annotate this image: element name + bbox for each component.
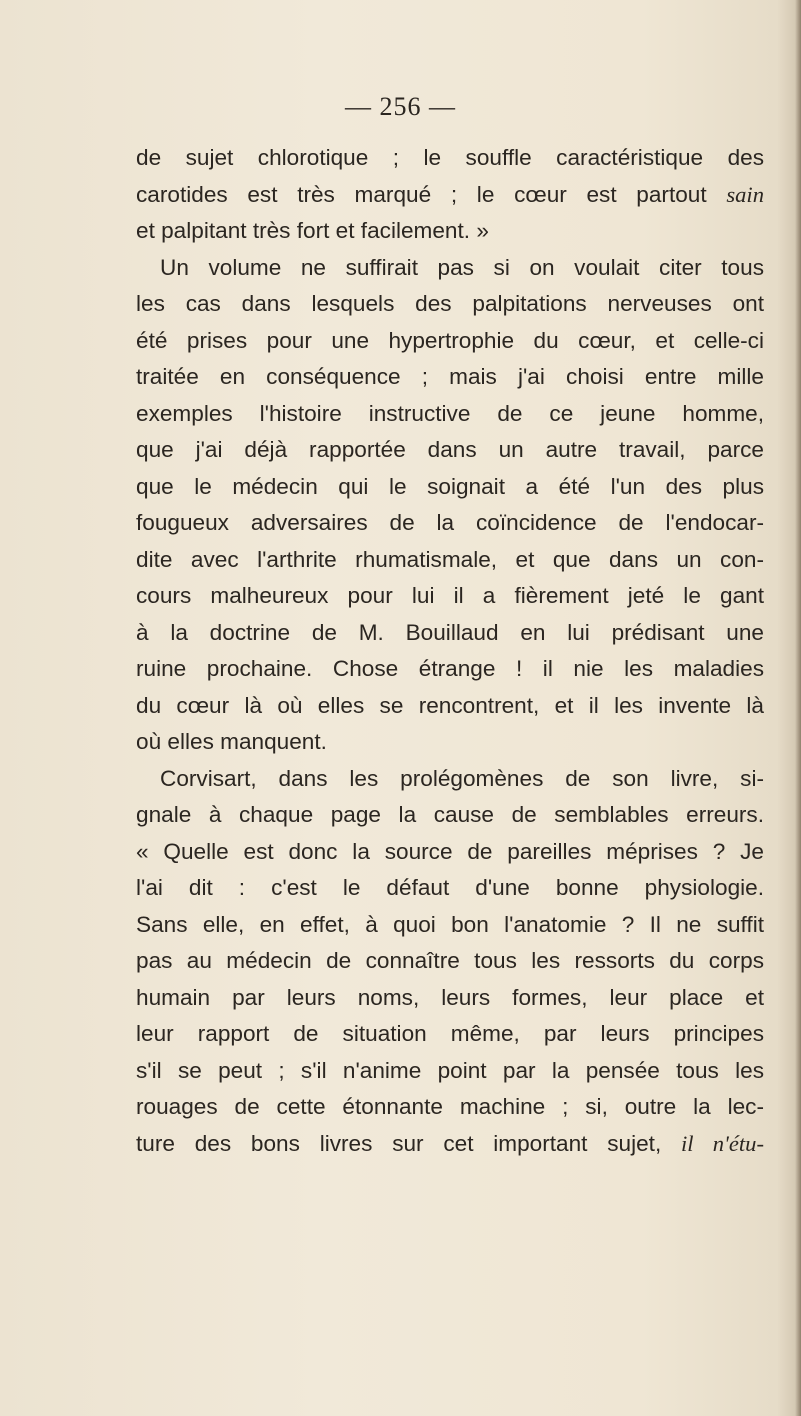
- text-run: que j'ai déjà rapportée dans un autre travail, parce: [136, 437, 764, 462]
- text-line: [136, 834, 764, 871]
- text-run: à la doctrine de M. Bouillaud en lui prédisant une: [136, 619, 764, 645]
- text-line: [136, 615, 764, 652]
- italic-run: il n'étu-: [681, 1130, 764, 1156]
- text-run: humain par leurs noms, leurs formes, leur place et: [136, 984, 764, 1010]
- text-line: [136, 213, 764, 250]
- text-line: [136, 469, 764, 506]
- text-line: [136, 323, 764, 360]
- body-text: [136, 140, 764, 1162]
- text-run: rouages de cette étonnante machine ; si, outre la lec-: [136, 1094, 764, 1119]
- text-line: [136, 1016, 764, 1053]
- text-line: [136, 688, 764, 725]
- text-run: été prises pour une hypertrophie du cœur, et celle-ci: [136, 327, 764, 353]
- text-run: l'ai dit : c'est le défaut d'une bonne physiologie.: [136, 875, 764, 900]
- text-line: [136, 1053, 764, 1090]
- page-number: — 256 —: [345, 92, 456, 121]
- text-run: leur rapport de situation même, par leurs principes: [136, 1021, 764, 1046]
- italic-run: sain: [726, 181, 764, 207]
- text-line: [136, 177, 764, 214]
- text-run: exemples l'histoire instructive de ce jeune homme,: [136, 400, 764, 426]
- text-line: [136, 907, 764, 944]
- page-edge-shadow: [795, 0, 801, 1416]
- text-run: « Quelle est donc la source de pareilles méprises ? Je: [136, 838, 764, 864]
- text-line: [136, 761, 764, 798]
- text-run: pas au médecin de connaître tous les ressorts du corps: [136, 948, 764, 973]
- text-run: fougueux adversaires de la coïncidence de l'endocar-: [136, 510, 764, 535]
- text-run: et palpitant très fort et facilement. »: [136, 218, 489, 243]
- text-line: [136, 542, 764, 579]
- text-line: [136, 1089, 764, 1126]
- text-line: [136, 724, 764, 761]
- text-run: Sans elle, en effet, à quoi bon l'anatomie ? Il ne suffit: [136, 911, 764, 937]
- text-run: Corvisart, dans les prolégomènes de son livre, si-: [160, 765, 764, 791]
- text-run: que le médecin qui le soignait a été l'un des plus: [136, 473, 764, 499]
- text-line: [136, 980, 764, 1017]
- text-run: ture des bons livres sur cet important sujet,: [136, 1130, 682, 1156]
- text-run: dite avec l'arthrite rhumatismale, et que dans un con-: [136, 546, 764, 572]
- text-run: carotides est très marqué ; le cœur est partout: [136, 181, 727, 207]
- text-line: [136, 140, 764, 177]
- text-run: s'il se peut ; s'il n'anime point par la pensée tous les: [136, 1057, 764, 1083]
- text-run: où elles manquent.: [136, 729, 327, 754]
- text-line: [136, 250, 764, 287]
- text-line: [136, 578, 764, 615]
- text-run: cours malheureux pour lui il a fièrement jeté le gant: [136, 583, 764, 608]
- text-run: de sujet chlorotique ; le souffle caractéristique des: [136, 145, 764, 170]
- text-line: [136, 505, 764, 542]
- text-line: [136, 870, 764, 907]
- text-line: [136, 943, 764, 980]
- text-run: du cœur là où elles se rencontrent, et il les invente là: [136, 692, 764, 718]
- text-line: [136, 651, 764, 688]
- text-run: les cas dans lesquels des palpitations nerveuses ont: [136, 291, 764, 316]
- text-run: gnale à chaque page la cause de semblables erreurs.: [136, 802, 764, 827]
- text-run: Un volume ne suffirait pas si on voulait citer tous: [160, 254, 764, 280]
- text-run: traitée en conséquence ; mais j'ai choisi entre mille: [136, 364, 764, 389]
- text-line: [136, 359, 764, 396]
- text-line: [136, 1126, 764, 1163]
- text-line: [136, 797, 764, 834]
- text-line: [136, 286, 764, 323]
- text-line: [136, 432, 764, 469]
- text-line: [136, 396, 764, 433]
- text-run: ruine prochaine. Chose étrange ! il nie les maladies: [136, 656, 764, 681]
